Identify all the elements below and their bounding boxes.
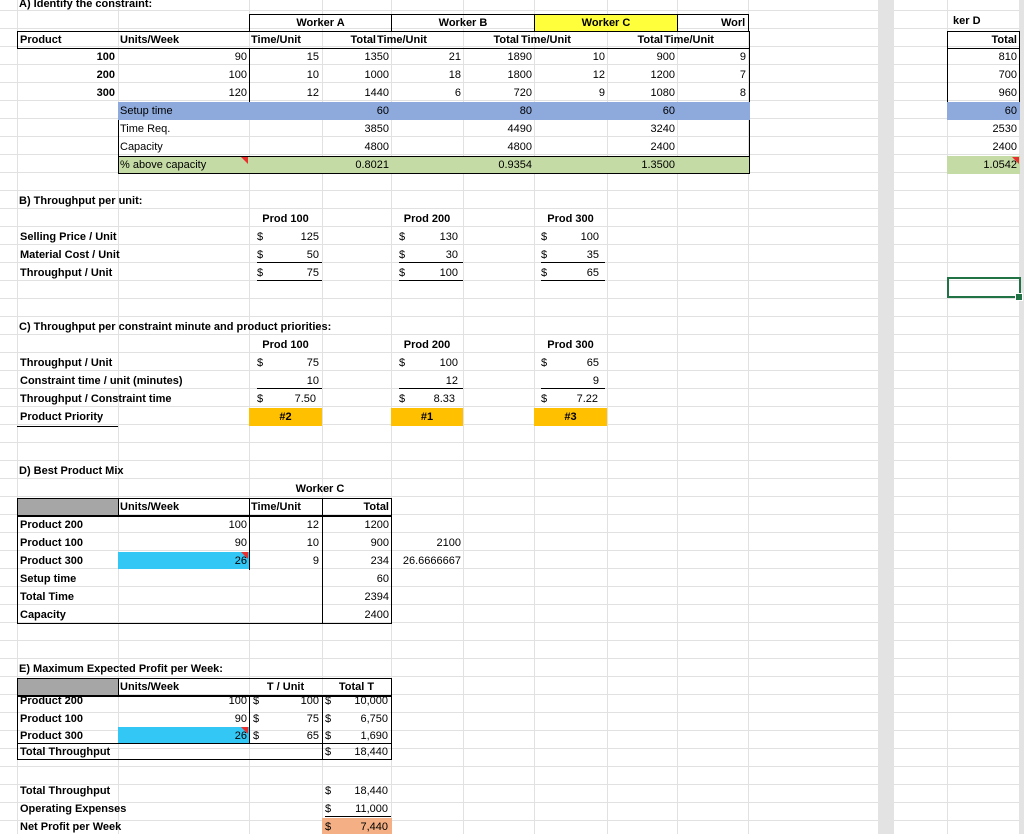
d-row-100-units: 90	[234, 537, 247, 549]
d-total-time-value: 2394	[364, 591, 389, 603]
currency: $	[541, 393, 548, 405]
b-prod-300: Prod 300	[547, 213, 594, 225]
frozen-pane-divider	[878, 0, 894, 834]
header-d-total-box: Total	[947, 31, 1020, 49]
b-material-label: Material Cost / Unit	[20, 249, 120, 261]
summary-throughput-label: Total Throughput	[20, 785, 111, 797]
c-total-300: 1080	[650, 87, 675, 99]
b-selling-label: Selling Price / Unit	[20, 231, 117, 243]
header-b-time: Time/Unit	[377, 34, 427, 46]
capacity-label: Capacity	[120, 141, 163, 153]
a-total-200: 1000	[364, 69, 389, 81]
a-time-100: 15	[306, 51, 319, 63]
c-prod-100: Prod 100	[262, 339, 309, 351]
e-row-200-tu: 100	[300, 695, 319, 707]
d-row-200-label: Product 200	[20, 519, 83, 531]
currency: $	[253, 695, 260, 707]
c-ct-100: 10	[257, 373, 322, 389]
d-row-300-time: 9	[312, 555, 319, 567]
units-200: 100	[228, 69, 247, 81]
section-b-title: B) Throughput per unit:	[19, 195, 143, 207]
header-a-time: Time/Unit	[251, 34, 301, 46]
d-capacity-label: Capacity	[20, 609, 66, 621]
b-prod-100: Prod 100	[262, 213, 309, 225]
b-total-300: 720	[513, 87, 532, 99]
a-total-300: 1440	[364, 87, 389, 99]
b-time-200: 18	[448, 69, 461, 81]
currency: $	[257, 393, 264, 405]
header-c-total: Total	[637, 34, 663, 46]
c-prod-200: Prod 200	[403, 339, 451, 351]
currency: $	[325, 695, 332, 707]
header-product: Product	[20, 34, 62, 46]
c-tpc-200: 8.33	[433, 393, 455, 405]
c-tpc-100: 7.50	[294, 393, 316, 405]
d-time-100: 9	[739, 51, 746, 63]
c-capacity: 2400	[650, 141, 675, 153]
e-row-200-label: Product 200	[20, 695, 83, 707]
d-total-100: 810	[998, 51, 1017, 63]
d-header-total: Total	[363, 501, 389, 513]
e-row-100-label: Product 100	[20, 713, 83, 725]
c-time-req: 3240	[650, 123, 675, 135]
worker-b-header: Worker B	[391, 14, 535, 32]
c-above: 1.3500	[641, 159, 675, 171]
d-row-200-total: 1200	[364, 519, 389, 531]
b-mat-100: 50	[306, 249, 319, 261]
worker-a-header: Worker A	[249, 14, 392, 32]
units-100: 90	[234, 51, 247, 63]
currency: $	[257, 247, 322, 263]
prio-100-cell: #2	[249, 408, 322, 426]
prio-300-cell: #3	[534, 408, 607, 426]
b-above: 0.9354	[498, 159, 532, 171]
e-col-divider-2	[322, 696, 323, 760]
c-total-200: 1200	[650, 69, 675, 81]
e-row-200-tt: 10,000	[354, 695, 388, 707]
d-row-100-total: 900	[370, 537, 389, 549]
currency: $	[325, 785, 332, 797]
b-sell-300: 100	[580, 231, 599, 243]
fill-handle[interactable]	[1015, 293, 1023, 301]
e-total-value: 18,440	[354, 746, 388, 758]
d-row-300-label: Product 300	[20, 555, 83, 567]
currency: $	[325, 746, 332, 758]
b-total-200: 1800	[507, 69, 532, 81]
worker-d-header-cut: Worl	[677, 14, 749, 32]
d-row-300-units: 26	[234, 555, 247, 567]
d-total-300: 960	[998, 87, 1017, 99]
frozen-pane-divider-right	[1019, 0, 1024, 834]
d-total-200: 700	[998, 69, 1017, 81]
currency: $	[399, 247, 463, 263]
header-b-total: Total	[493, 34, 519, 46]
d-row-200-units: 100	[228, 519, 247, 531]
e-row-100-tt: 6,750	[360, 713, 388, 725]
section-e-title: E) Maximum Expected Profit per Week:	[19, 663, 223, 675]
d-above: 1.0542	[983, 159, 1017, 171]
summary-throughput-value: 18,440	[354, 785, 388, 797]
c-tp-300: 65	[586, 357, 599, 369]
currency: $	[399, 231, 406, 243]
d-row-300-total: 234	[370, 555, 389, 567]
b-tp-100: 75	[306, 267, 319, 279]
header-d-time: Time/Unit	[664, 34, 714, 46]
d-time-300: 8	[739, 87, 746, 99]
a-capacity: 4800	[364, 141, 389, 153]
d-time-req: 2530	[992, 123, 1017, 135]
b-mat-200: 30	[445, 249, 458, 261]
b-total-100: 1890	[507, 51, 532, 63]
b-sell-200: 130	[439, 231, 458, 243]
c-tp-200: 100	[439, 357, 458, 369]
summary-profit-label: Net Profit per Week	[20, 821, 122, 833]
a-time-300: 12	[306, 87, 319, 99]
e-row-100-tu: 75	[306, 713, 319, 725]
e-header-tt: Total T	[338, 681, 375, 693]
summary-profit-value: 7,440	[360, 821, 388, 833]
section-a-title: A) Identify the constraint:	[19, 0, 153, 10]
d-worker-header: Worker C	[295, 483, 345, 495]
a-time-req: 3850	[364, 123, 389, 135]
product-200: 200	[96, 69, 115, 81]
currency: $	[325, 821, 332, 833]
currency: $	[541, 357, 548, 369]
c-time-200: 12	[592, 69, 605, 81]
prio-200-cell: #1	[391, 408, 463, 426]
b-capacity: 4800	[507, 141, 532, 153]
currency: $	[399, 265, 463, 281]
product-100: 100	[96, 51, 115, 63]
d-time-200: 7	[739, 69, 746, 81]
selected-cell[interactable]	[947, 277, 1021, 298]
b-mat-300: 35	[586, 249, 599, 261]
header-c-time: Time/Unit	[521, 34, 571, 46]
currency: $	[541, 247, 605, 263]
currency: $	[399, 393, 406, 405]
d-header-units: Units/Week	[120, 501, 180, 513]
e-total-label: Total Throughput	[20, 746, 111, 758]
d-row-100-extra: 2100	[436, 537, 461, 549]
b-prod-200: Prod 200	[403, 213, 451, 225]
summary-opex-value: 11,000	[355, 803, 388, 815]
e-col-divider	[249, 696, 250, 744]
c-prio-label: Product Priority	[20, 411, 104, 423]
c-prod-300: Prod 300	[547, 339, 594, 351]
a-time-200: 10	[306, 69, 319, 81]
d-setup-total: 60	[376, 573, 389, 585]
currency: $	[325, 801, 391, 817]
currency: $	[399, 357, 406, 369]
d-setup-label: Setup time	[20, 573, 77, 585]
currency: $	[257, 265, 322, 281]
b-time-req: 4490	[507, 123, 532, 135]
d-capacity-value: 2400	[364, 609, 389, 621]
currency: $	[541, 231, 548, 243]
d-row-300-extra: 26.6666667	[402, 555, 461, 567]
d-row-200-time: 12	[306, 519, 319, 531]
c-ct-300: 9	[541, 373, 605, 389]
d-setup: 60	[1004, 105, 1017, 117]
b-throughput-label: Throughput / Unit	[20, 267, 113, 279]
b-tp-300: 65	[586, 267, 599, 279]
a-total-100: 1350	[364, 51, 389, 63]
e-header-tu: T / Unit	[266, 681, 305, 693]
section-c-title: C) Throughput per constraint minute and product priorities:	[19, 321, 332, 333]
setup-label: Setup time	[120, 105, 173, 117]
c-setup: 60	[662, 105, 675, 117]
time-req-label: Time Req.	[120, 123, 171, 135]
c-tp-label: Throughput / Unit	[20, 357, 113, 369]
c-total-100: 900	[656, 51, 675, 63]
currency: $	[541, 265, 605, 281]
c-tpc-label: Throughput / Constraint time	[20, 393, 172, 405]
header-units-week: Units/Week	[120, 34, 180, 46]
d-capacity: 2400	[992, 141, 1017, 153]
d-header-divider	[249, 498, 250, 516]
comment-indicator[interactable]	[241, 157, 248, 164]
section-d-title: D) Best Product Mix	[19, 465, 124, 477]
d-total-time-label: Total Time	[20, 591, 74, 603]
currency: $	[257, 357, 264, 369]
a-setup: 60	[376, 105, 389, 117]
b-setup: 80	[519, 105, 532, 117]
d-header-time: Time/Unit	[251, 501, 301, 513]
product-300: 300	[96, 87, 115, 99]
above-capacity-label: % above capacity	[120, 159, 207, 171]
a-above: 0.8021	[355, 159, 389, 171]
e-row-200-units: 100	[228, 695, 247, 707]
d-row-100-time: 10	[306, 537, 319, 549]
b-time-300: 6	[454, 87, 461, 99]
currency: $	[257, 231, 264, 243]
c-tpc-300: 7.22	[576, 393, 598, 405]
units-300: 120	[228, 87, 247, 99]
e-header-units: Units/Week	[120, 681, 180, 693]
summary-opex-label: Operating Expenses	[20, 803, 127, 815]
c-time-300: 9	[598, 87, 605, 99]
c-tp-100: 75	[306, 357, 319, 369]
currency: $	[253, 730, 260, 742]
b-tp-200: 100	[439, 267, 458, 279]
e-row-100-units: 90	[234, 713, 247, 725]
e-row-300-label: Product 300	[20, 730, 83, 742]
c-ct-label: Constraint time / unit (minutes)	[20, 375, 183, 387]
d-row-100-label: Product 100	[20, 537, 83, 549]
c-time-100: 10	[592, 51, 605, 63]
currency: $	[325, 730, 332, 742]
e-row-300-tu: 65	[306, 730, 319, 742]
worker-d-header-tail: ker D	[953, 15, 981, 27]
d-corner-cell	[17, 498, 119, 516]
e-row-300-tt: 1,690	[360, 730, 388, 742]
prio-underline	[17, 426, 118, 427]
e-row-300-units: 26	[234, 730, 247, 742]
b-sell-100: 125	[300, 231, 319, 243]
c-ct-200: 12	[399, 373, 463, 389]
currency: $	[253, 713, 260, 725]
worker-c-header: Worker C	[534, 14, 678, 32]
b-time-100: 21	[448, 51, 461, 63]
currency: $	[325, 713, 332, 725]
header-a-total: Total	[350, 34, 376, 46]
